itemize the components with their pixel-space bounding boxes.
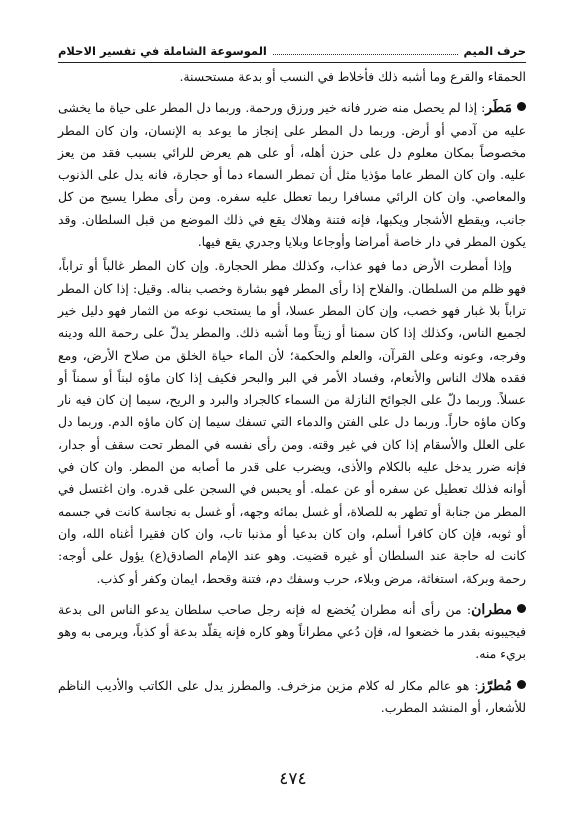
entry-headword: مُطرّز xyxy=(478,677,512,694)
paragraph-text: الحمقاء والقرع وما أشبه ذلك فأخلاط في النسب أو بدعة مستحسنة. xyxy=(179,69,526,84)
page-body xyxy=(58,66,526,719)
entry-bullet-icon xyxy=(517,102,526,111)
header-book-title: الموسوعة الشاملة في تفسير الاحلام xyxy=(58,44,267,58)
entry-headword: مَطَر xyxy=(485,100,512,117)
header-rule xyxy=(58,62,526,63)
paragraph-text: وإذا أمطرت الأرض دما فهو عذاب، وكذلك مطر الحجارة. وإن كان المطر غالباً أو تراباً، فهو ظلم من السلطان. والفلاح إذا رأى المطر فهو بشارة وخصب بناله. وقيل: إذا كان المطر تراباً بلا غبار فهو خصب، وإن كان المطر عسلا، أو ما يستحب نوعه من الثمار فهو دليل خير لجميع الناس، وكذلك إذا كان سمنا أو زيتاً وما أشبه ذلك. والمطر يدلّ على رحمة الله ودينه وفرجه، وعونه وعلى القرآن، والعلم والحكمة؛ لأن الماء حياة الخلق من صلاح الأرض، ومع فقده هلاك الناس والأنعام، وفساد الأمر في البر والبحر فكيف إذا كان ماؤه لبناً أو سمناً أو عسلاً. وربما دلّ على الجوائح النازلة من السماء كالجراد والبرد و الريح، سيما إن كان فيه نار وكان ماؤه حاراً. وربما دل على الفتن والدماء التي تسفك سيما إن كان ماؤه الدم. وربما دل على العلل والأسقام إذا كان في غير وقته. ومن رأى نفسه في المطر تحت سقف أو جدار، فإنه ضرر يدخل عليه بالكلام والأذى، ويضرب على قدر ما أصابه من المطر. وان كان في أوانه فذلك تعطيل عن سفره أو عن عمله. أو يحبس في السجن على قدره. وان اغتسل في المطر من جنابة أو تطهر به للصلاة، أو غسل بمائه وجهه، أو غسل به نجاسة كانت في جسمه أو ثوبه، فإن كان كافرا أسلم، وان كان بدعيا أو مذنبا تاب، وان كان فقيرا أغناه الله، وان كانت له حاجة عند السلطان أو غيره قضيت. وهو عند الإمام الصادق(ع) يؤول على أوجه: رحمة وبركة، استغاثة، مرض وبلاء، حرب وسفك دم، فتنة وقحط، ايمان وكفر أو كذب. xyxy=(58,258,526,586)
entry-text: : من رأى أنه مطران يُخضع له فإنه رجل صاحب سلطان يدعو الناس الى بدعة فيجيبونه بقدر ما خضعوا له، فإن دُعي مطراناً وهو كاره فإنه يقلّد بدعة أو كذباً، ويرمى به وهو بريء منه. xyxy=(58,601,526,662)
entry-matran xyxy=(58,599,526,666)
entry-mutarriz xyxy=(58,675,526,720)
entry-matar xyxy=(58,97,526,253)
entry-text: : إذا لم يحصل منه ضرر فانه خير ورزق ورحمة. وربما دل المطر على حياة ما يخشى عليه من آدمي أو أرض. وربما دل المطر على إنجاز ما يوعد به الإنسان، وان كان المطر مخصوصاً بمكان معلوم دل على حزن أهله، أو على هم يعرض للرائي بسبب فقد من يعز عليه. وان كان المطر عاما مؤذيا مثل أن تمطر السماء دما أو حجارة، فانه يدل على الذنوب والمعاصي. وان كان الرائي مسافرا ربما تعطل عليه سفره. ومن رأى مطرا يسيح من كل جانب، ويقطع الأشجار ويكبها، فإنه فتنة وهلاك يقع في ذلك الموضع من قبل السلطان. وقد يكون المطر في دار خاصة أمراضا وأوجاعا وبلايا وجدري يقع فيها. xyxy=(58,100,526,250)
header-dot-leader xyxy=(273,54,458,55)
paragraph-matar-continued xyxy=(58,255,526,589)
header-chapter-title: حرف الميم xyxy=(463,44,526,58)
entry-bullet-icon xyxy=(517,680,526,689)
entry-text: : هو عالم مكار له كلام مزين مزخرف. والمطرز يدل على الكاتب والأديب الناظم للأشعار، أو المنشد المطرب. xyxy=(58,677,526,716)
paragraph-continuation xyxy=(58,66,526,88)
entry-headword: مطران xyxy=(471,601,512,618)
page-number: ٤٧٤ xyxy=(279,769,307,789)
entry-bullet-icon xyxy=(517,604,526,613)
running-header xyxy=(58,40,526,62)
